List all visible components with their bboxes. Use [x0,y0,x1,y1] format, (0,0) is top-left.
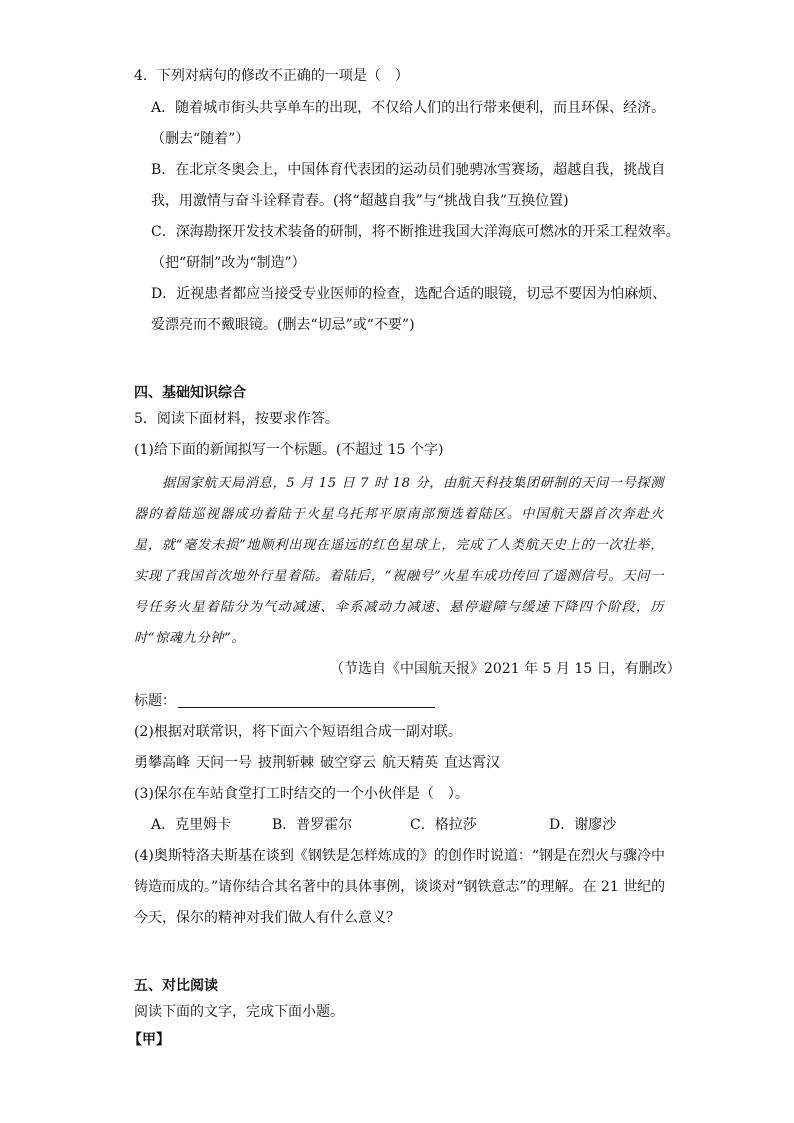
news-passage-text: 据国家航天局消息，5 月 15 日 7 时 18 分，由航天科技集团研制的天问一号探测器的着陆巡视器成功着陆于火星乌托邦平原南部预选着陆区。中国航天器首次奔赴火星，就“毫发未损”地顺利出现在遥远的红色星球上，完成了人类航天史上的一次壮举，实现了我国首次地外行星着陆。着陆后，“祝融号”火星车成功传回了遥测信号。天问一号任务火星着陆分为气动减速、伞系减动力减速、悬停避障与缓速下降四个阶段，历时“惊魂九分钟”。 [134,476,664,646]
q5-sub1: (1)给下面的新闻拟写一个标题。(不超过 15 个字) [134,442,444,458]
q4-option-c-note: （把“研制”改为“制造”） [151,255,306,271]
q5-sub4-line3: 今天，保尔的精神对我们做人有什么意义？ [134,910,400,926]
q4-option-d-cont: 爱漂亮而不戴眼镜。(删去“切忌”或“不要”) [151,317,415,333]
choice-a: A．克里姆卡 [151,817,232,833]
phrase-item: 披荆斩棘 [258,755,314,771]
q4-stem: 4．下列对病句的修改不正确的一项是（ ） [134,68,409,84]
q5-sub4-line2: 铸造而成的。”请你结合其名著中的具体事例，谈谈对“钢铁意志”的理解。在 21 世纪的 [134,879,666,895]
phrase-item: 破空穿云 [320,755,376,771]
phrase-item: 勇攀高峰 [134,755,190,771]
phrase-item: 天问一号 [196,755,252,771]
q4-option-b-cont: 我，用激情与奋斗诠释青春。(将“超越自我”与“挑战自我”互换位置) [151,193,569,209]
title-answer-line [134,691,435,711]
q5-stem: 5．阅读下面材料，按要求作答。 [134,411,339,427]
q4-option-a-note: （删去“随着”） [151,131,250,147]
title-blank[interactable] [178,693,435,708]
choice-c: C．格拉莎 [410,817,477,833]
q5-sub2: (2)根据对联常识，将下面六个短语组合成一副对联。 [134,724,462,740]
section-4-title: 四、基础知识综合 [134,385,246,401]
q4-option-b: B．在北京冬奥会上，中国体育代表团的运动员们驰骋冰雪赛场，超越自我，挑战自 [151,162,666,178]
q4-option-a: A．随着城市街头共享单车的出现，不仅给人们的出行带来便利，而且环保、经济。 [151,100,666,116]
phrase-item: 直达霄汉 [444,755,500,771]
phrase-list [134,753,506,773]
section-5-instruction: 阅读下面的文字，完成下面小题。 [134,1004,344,1020]
passage-marker-jia: 【甲】 [128,1032,170,1048]
choice-d: D．谢廖沙 [549,817,617,833]
choice-b: B．普罗霍尔 [272,817,353,833]
passage-source: （节选自《中国航天报》2021 年 5 月 15 日，有删改） [330,661,681,677]
q5-sub3: (3)保尔在车站食堂打工时结交的一个小伙伴是（ ）。 [134,786,469,802]
phrase-item: 航天精英 [382,755,438,771]
news-passage [134,468,664,654]
q4-option-c: C．深海勘探开发技术装备的研制，将不断推进我国大洋海底可燃冰的开采工程效率。 [151,224,680,240]
section-5-title: 五、对比阅读 [134,978,218,994]
q5-sub4-line1: (4)奥斯特洛夫斯基在谈到《钢铁是怎样炼成的》的创作时说道：“钢是在烈火与骤冷中 [134,848,665,864]
title-label: 标题： [134,693,176,709]
q4-option-d: D．近视患者都应当接受专业医师的检查，选配合适的眼镜，切忌不要因为怕麻烦、 [151,286,667,302]
